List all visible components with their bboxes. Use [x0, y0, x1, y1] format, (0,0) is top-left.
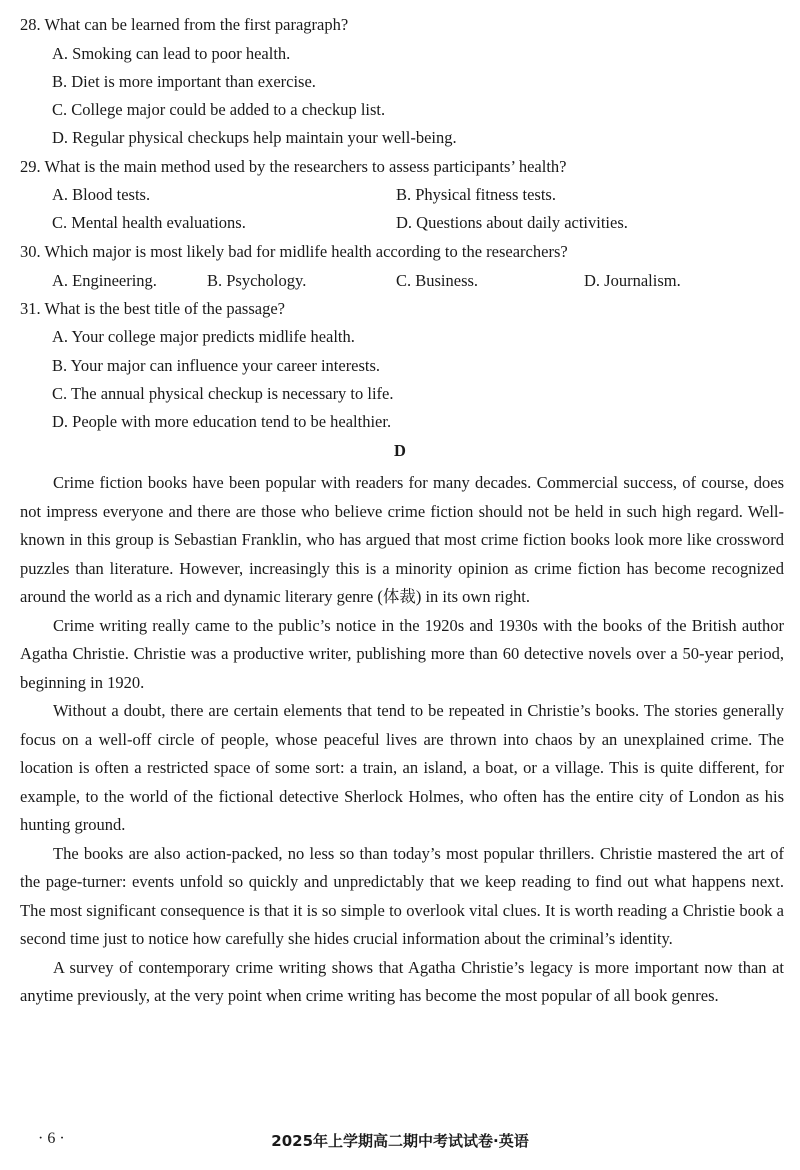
question-31-stem: 31. What is the best title of the passage? — [20, 299, 285, 318]
question-28-option-b: B. Diet is more important than exercise. — [52, 72, 316, 91]
question-31-option-a: A. Your college major predicts midlife health. — [52, 327, 355, 346]
question-28-option-c: C. College major could be added to a checkup list. — [52, 100, 386, 119]
question-30-option-d: D. Journalism. — [584, 271, 681, 290]
passage-paragraph: The books are also action-packed, no less so than today’s most popular thrillers. Christie mastered the art of the page-turner: events unfold so quickly and unpredictably that we keep reading to find out what happens next. The most significant consequence is that it is so simple to overlook vital clues. It is worth reading a Christie book a second time just to notice how carefully she hides crucial information about the criminal’s identity. — [20, 843, 784, 948]
question-31-option-b: B. Your major can influence your career interests. — [52, 356, 381, 375]
question-31-option-c: C. The annual physical checkup is necessary to life. — [52, 384, 394, 403]
passage-paragraph: Without a doubt, there are certain elements that tend to be repeated in Christie’s books. The stories generally focus on a well-off circle of people, whose peaceful lives are thrown into chaos by an unexplained crime. The location is often a restricted space of some sort: a train, an island, a boat, or a village. This is quite different, for example, to the world of the fictional detective Sherlock Holmes, who often has the entire city of London as his hunting ground. — [20, 701, 784, 834]
question-29-option-d: D. Questions about daily activities. — [396, 213, 628, 232]
question-28-stem: 28. What can be learned from the first paragraph? — [20, 15, 349, 34]
question-28-option-a: A. Smoking can lead to poor health. — [52, 44, 291, 63]
passage-paragraph: Crime writing really came to the public’s notice in the 1920s and 1930s with the books of the British author Agatha Christie. Christie was a productive writer, publishing more than 60 detective novels over a 50-year period, beginning in 1920. — [20, 615, 784, 692]
question-30-option-b: B. Psychology. — [207, 271, 307, 290]
question-29-option-c: C. Mental health evaluations. — [52, 213, 246, 232]
question-30-stem: 30. Which major is most likely bad for midlife health according to the researchers? — [20, 242, 568, 261]
passage-paragraph: A survey of contemporary crime writing shows that Agatha Christie’s legacy is more important now than at anytime previously, at the very point when crime writing has become the most popular of all book genres. — [20, 957, 784, 1005]
question-29-stem: 29. What is the main method used by the researchers to assess participants’ health? — [20, 157, 567, 176]
question-30-option-c: C. Business. — [396, 271, 479, 290]
section-heading: D — [394, 441, 406, 460]
passage-body — [20, 469, 784, 1011]
exam-title: 2025年上学期高二期中考试试卷·英语 — [271, 1132, 529, 1150]
question-30-option-a: A. Engineering. — [52, 271, 157, 290]
question-29-option-b: B. Physical fitness tests. — [396, 185, 556, 204]
passage-paragraph: Crime fiction books have been popular with readers for many decades. Commercial success, of course, does not impress everyone and there are those who believe crime fiction should not be held in such high regard. Well-known in this group is Sebastian Franklin, who has argued that most crime fiction books look more like crossword puzzles than literature. However, increasingly this is a minority opinion as crime fiction has become recognized around the world as a rich and dynamic literary genre (体裁) in its own right. — [20, 473, 784, 606]
question-28-option-d: D. Regular physical checkups help maintain your well-being. — [52, 128, 457, 147]
question-29-option-a: A. Blood tests. — [52, 185, 151, 204]
question-31-option-d: D. People with more education tend to be healthier. — [52, 412, 392, 431]
page-number: · 6 · — [38, 1130, 65, 1147]
